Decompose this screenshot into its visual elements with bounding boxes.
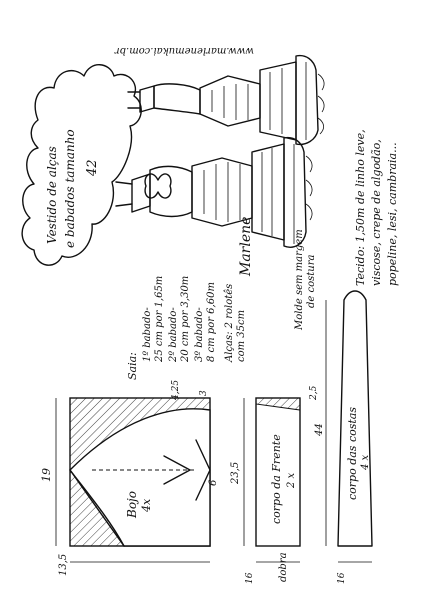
seam-note-line2: de costura [306,254,317,308]
back-qty: 4 x [360,454,371,470]
cut-second-ruffle: 2º babado- [168,307,179,362]
title-size: 42 [85,159,100,176]
title-cloud [22,65,141,265]
bojo-dim-3: 3 [199,390,209,396]
front-dim-16: 16 [245,572,255,584]
bojo-piece [56,398,210,562]
front-dim-23-5: 23,5 [230,461,241,484]
bojo-dim-6: 6 [208,479,219,486]
fabric-line1: Tecido: 1,50m de linho leve, [354,129,367,286]
back-dim-44: 44 [314,423,325,436]
website: www.marlenemukai.com.br [114,45,254,56]
cut-straps-line1: Alças: 2 rolotês [224,283,235,362]
title-line1: Vestido de alças [45,146,59,244]
cut-first-ruffle: 1º babado- [142,307,153,362]
back-dim-16: 16 [337,572,347,584]
cut-third-ruffle: 3º babado- [194,307,205,362]
front-dim-2-5: 2,5 [309,385,319,400]
seam-note-line1: Molde sem margem [294,229,305,330]
front-label: corpo da Frente [270,434,283,524]
signature: Marlene [238,216,254,276]
fabric-line2: viscose, crepe de algodão, [370,139,383,286]
dress-illustration-front [116,138,312,248]
bojo-dim-13-5: 13,5 [58,553,69,576]
bojo-qty: 4x [140,498,153,512]
bojo-dim-4-25: 4,25 [171,379,181,400]
fabric-line3: popeline, lesi, cambraia... [386,142,399,286]
cut-straps-line2: com 35cm [236,309,247,362]
cut-heading: Saia: [126,352,139,380]
front-qty: 2 x [286,472,297,488]
title-line2: e babados tamanho [63,129,77,248]
front-fold: dobra [278,552,289,582]
back-label: corpo das costas [346,407,359,500]
dress-illustration-back [128,56,324,145]
cut-third-ruffle-dims: 8 cm por 6,60m [206,282,217,362]
cut-list [126,276,247,380]
cut-second-ruffle-dims: 20 cm por 3,30m [180,275,191,362]
cut-first-ruffle-dims: 25 cm por 1,65m [154,275,165,362]
bojo-dim-19: 19 [40,468,53,482]
bojo-label: Bojo [125,491,139,518]
